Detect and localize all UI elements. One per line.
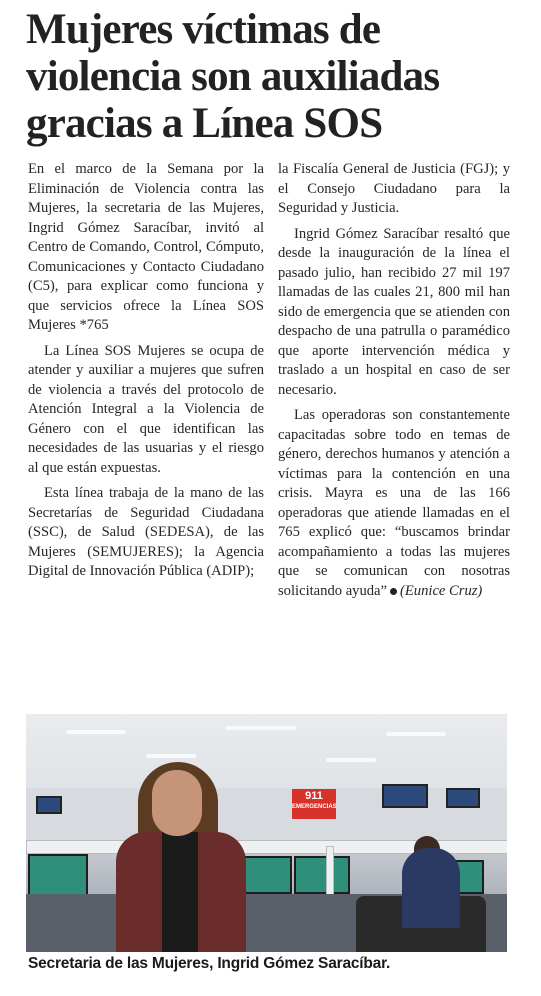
wall-screen (446, 788, 480, 808)
operator (402, 848, 460, 928)
ceiling-light (146, 754, 196, 758)
paragraph: la Fiscalía General de Justicia (FGJ); y el Consejo Ciudadano para la Seguridad y Justicia. (278, 161, 510, 216)
end-bullet-icon (390, 588, 397, 595)
woman-shirt (162, 832, 198, 952)
ceiling-light (326, 758, 376, 762)
paragraph-text: Las operadoras son constantemente capacitadas sobre todo en temas de género, derechos humanos y atención a víctimas para la contención en una crisis. Mayra es una de las 166 operadoras que atiende llamadas en el 765 explicó que: “buscamos brindar acompañamiento a todas las mujeres que se comunican con nosotras solicitando ayuda” (278, 407, 510, 599)
emergency-sign (292, 789, 336, 819)
ceiling-light (386, 732, 446, 736)
paragraph: En el marco de la Semana por la Eliminación de Violencia contra las Mujeres, la secretaria de las Mujeres, Ingrid Gómez Saracíbar, invitó al Centro de Comando, Control, Cómputo, Comunicaciones y Contacto Ciudadano (C5), para explicar como funciona y que servicios ofrece la Línea SOS Mujeres *765 (28, 161, 264, 333)
paragraph: Ingrid Gómez Saracíbar resaltó que desde la inauguración de la línea el pasado julio, han recibido 27 mil 197 llamadas de las cuales 21, 800 mil han sido de emergencia que se atienden con despacho de una patrulla o paramédico que aporte intervención médica y traslado a un hospital en caso de ser necesario. (278, 225, 510, 398)
ceiling-light (66, 730, 126, 734)
computer-monitor (28, 854, 88, 896)
article-left-column (28, 160, 264, 588)
byline: (Eunice Cruz) (400, 582, 483, 599)
article-right-column (278, 160, 510, 607)
emergency-sign-number: 911 (305, 790, 323, 802)
woman-face (152, 770, 202, 836)
article-photo (26, 714, 507, 952)
emergency-sign-text: EMERGENCIAS (292, 804, 337, 810)
paragraph: La Línea SOS Mujeres se ocupa de atender y auxiliar a mujeres que sufren de violencia a través del protocolo de Atención Integral a la Violencia de Género con el que identifican las necesidades de las usuarias y el riesgo al que están expuestas. (28, 342, 264, 476)
ceiling-light (226, 726, 296, 730)
paragraph: Esta línea trabaja de la mano de las Secretarías de Seguridad Ciudadana (SSC), de Salud (SEDESA), de las Mujeres (SEMUJERES); la Agencia Digital de Innovación Pública (ADIP); (28, 485, 264, 579)
photo-caption: Secretaria de las Mujeres, Ingrid Gómez Saracíbar. (28, 955, 391, 972)
wall-screen (382, 784, 428, 808)
headline: Mujeres víctimas de violencia son auxiliadas gracias a Línea SOS (26, 6, 440, 147)
paragraph-with-byline (278, 406, 510, 601)
computer-monitor (294, 856, 350, 894)
wall-screen (36, 796, 62, 814)
